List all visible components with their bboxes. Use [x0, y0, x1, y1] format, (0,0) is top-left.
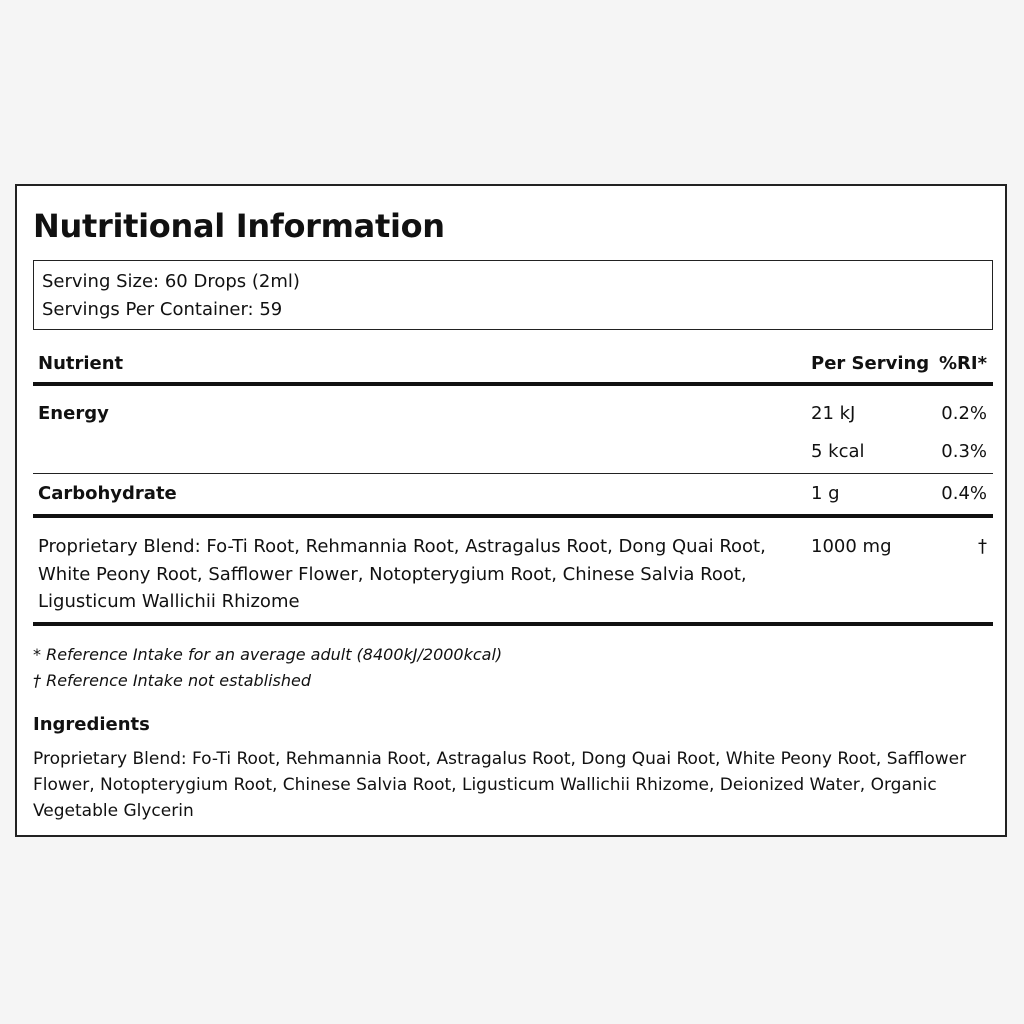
servings-per-container-text: Servings Per Container: 59: [42, 299, 283, 320]
blend-label: Proprietary Blend: Fo-Ti Root, Rehmannia Root, Astragalus Root, Dong Quai Root, White Peony Root, Safflower Flower, Notopterygium Root, Chinese Salvia Root, Ligusticum Wallichii Rhizome: [38, 536, 766, 612]
carbohydrate-label: Carbohydrate: [38, 483, 177, 504]
energy-kcal-ri: 0.3%: [941, 441, 987, 462]
energy-kj-amount: 21 kJ: [811, 403, 856, 424]
carbohydrate-ri: 0.4%: [941, 483, 987, 504]
blend-ri: †: [978, 536, 987, 557]
ingredients-list: Proprietary Blend: Fo-Ti Root, Rehmannia Root, Astragalus Root, Dong Quai Root, White Peony Root, Safflower Flower, Notopterygium Root, Chinese Salvia Root, Ligusticum Wallichii Rhizome, Deionized Water, Organic Vegetable Glycerin: [33, 749, 967, 821]
nutrition-label-panel: [15, 184, 1007, 837]
energy-kcal-amount: 5 kcal: [811, 441, 865, 462]
table-row-carbohydrate: [33, 474, 993, 518]
footnote-reference-intake: * Reference Intake for an average adult (8400kJ/2000kcal): [33, 645, 503, 664]
header-per-serving: Per Serving: [811, 353, 930, 374]
ingredients-heading: Ingredients: [33, 714, 150, 735]
footnote-not-established: † Reference Intake not established: [33, 671, 312, 690]
serving-info-box: [33, 260, 993, 330]
nutrition-table: [33, 344, 993, 626]
energy-label: Energy: [38, 403, 109, 424]
panel-title: Nutritional Information: [33, 207, 445, 245]
energy-kj-ri: 0.2%: [941, 403, 987, 424]
blend-amount: 1000 mg: [811, 536, 892, 557]
table-header-row: [33, 344, 993, 386]
header-nutrient: Nutrient: [38, 353, 124, 374]
serving-size-text: Serving Size: 60 Drops (2ml): [42, 271, 300, 292]
header-ri: %RI*: [938, 353, 987, 374]
table-row-proprietary-blend: [33, 518, 993, 626]
table-row-energy-kj: [33, 386, 993, 426]
carbohydrate-amount: 1 g: [811, 483, 840, 504]
footnotes: [33, 642, 502, 694]
table-row-energy-kcal: [33, 426, 993, 474]
